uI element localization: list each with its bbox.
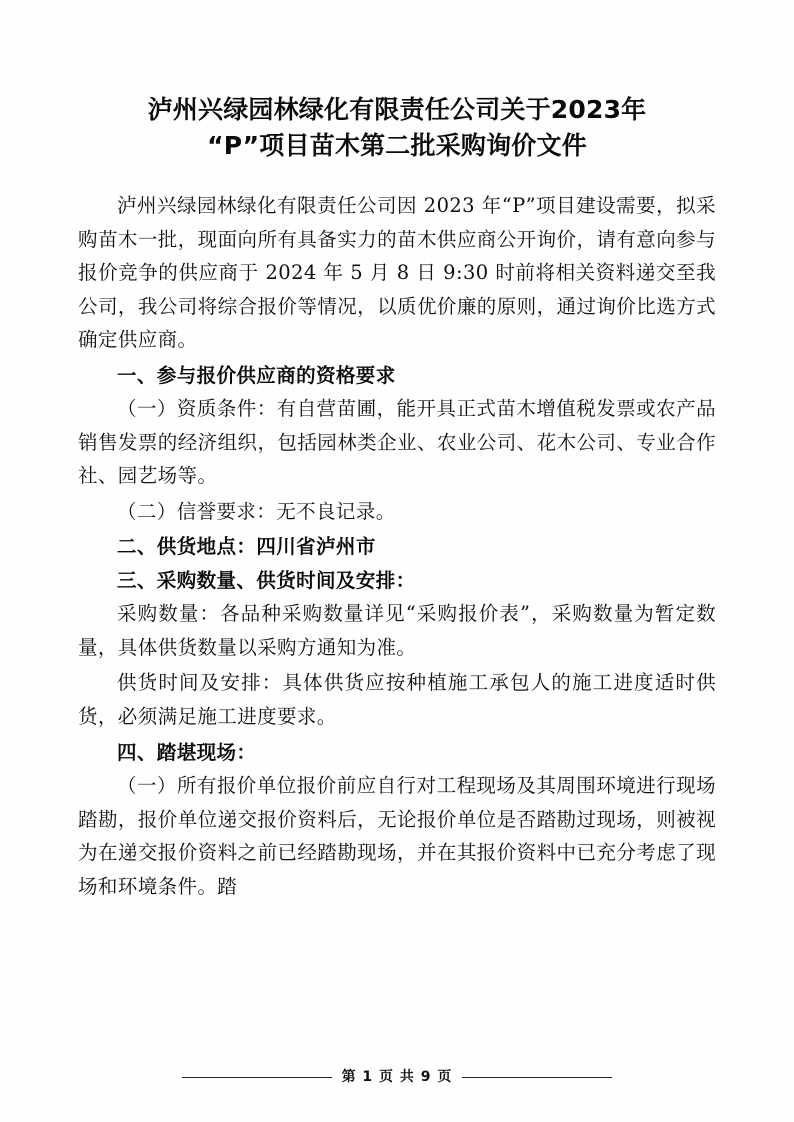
section-4-item-1: （一）所有报价单位报价前应自行对工程现场及其周围环境进行现场踏勘，报价单位递交报价资料后，无论报价单位是否踏勘过现场，则被视为在递交报价资料之前已经踏勘现场，并在其报价资料中已充分考虑了现场和环境条件。踏 (78, 774, 716, 898)
page-footer (0, 1066, 794, 1086)
section-1-item-2: （二）信誉要求：无不良记录。 (117, 499, 396, 523)
page-title-line-2: “P”项目苗木第二批采购询价文件 (207, 130, 587, 160)
footer-rule-left (182, 1077, 332, 1078)
section-4-heading: 四、踏堪现场： (117, 740, 257, 764)
section-3-paragraph-2: 供货时间及安排：具体供货应按种植施工承包人的施工进度适时供货，必须满足施工进度要求。 (78, 671, 716, 728)
page-title-line-1: 泸州兴绿园林绿化有限责任公司关于2023年 (147, 95, 647, 124)
footer-rule-right (462, 1077, 612, 1078)
page-title (82, 92, 712, 163)
section-2-heading-label: 二、供货地点： (117, 535, 257, 559)
page-number: 第 1 页 共 9 页 (341, 1069, 453, 1085)
section-1-heading: 一、参与报价供应商的资格要求 (117, 363, 396, 387)
intro-paragraph: 泸州兴绿园林绿化有限责任公司因 2023 年“P”项目建设需要，拟采购苗木一批，现面向所有具备实力的苗木供应商公开询价，请有意向参与报价竞争的供应商于 2024 年 5 月 8 日 9:30 时前将相关资料递交至我公司，我公司将综合报价等情况，以质优价廉的原则，通过询价比选方式确定供应商。 (78, 194, 716, 352)
section-2-value: 四川省泸州市 (256, 535, 376, 559)
section-3-heading: 三、采购数量、供货时间及安排： (117, 568, 416, 592)
section-1-item-1: （一）资质条件：有自营苗圃，能开具正式苗木增值税发票或农产品销售发票的经济组织，包括园林类企业、农业公司、花木公司、专业合作社、园艺场等。 (78, 397, 716, 488)
section-2-heading (78, 530, 716, 564)
section-3-paragraph-1: 采购数量：各品种采购数量详见“采购报价表”，采购数量为暂定数量，具体供货数量以采购方通知为准。 (78, 602, 716, 659)
